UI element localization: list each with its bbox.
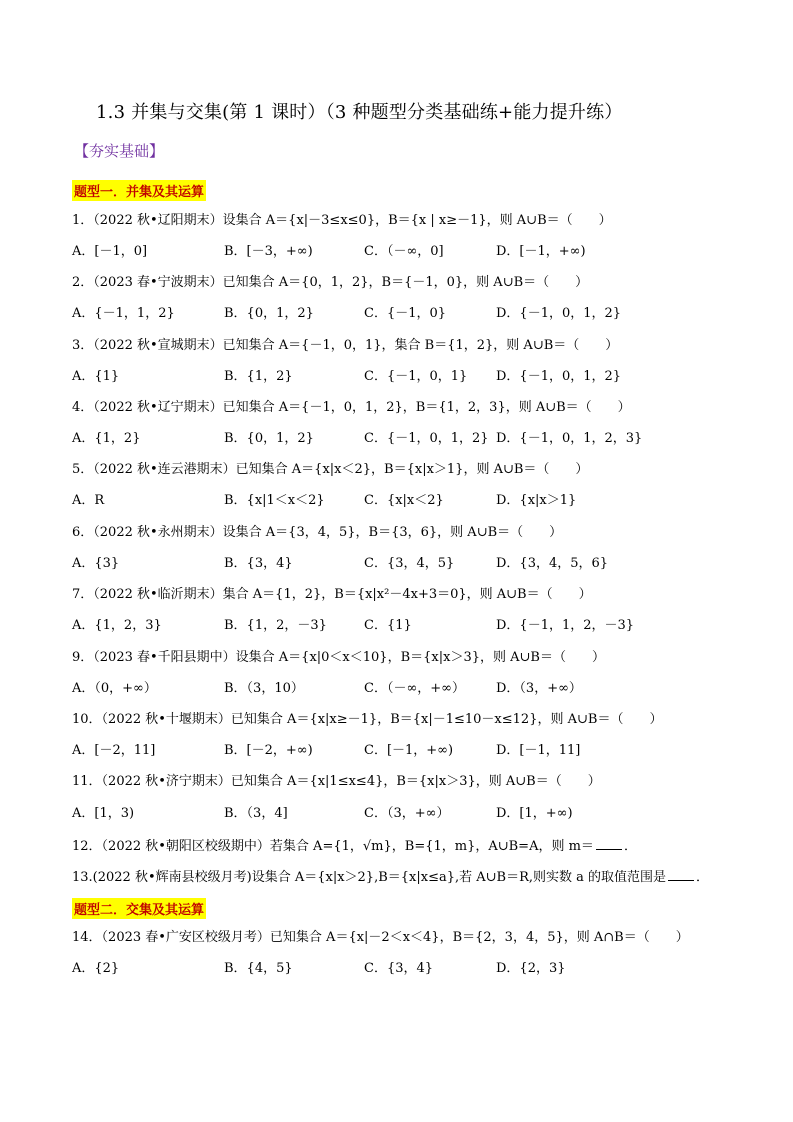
option-c: C．（3，+∞） bbox=[364, 806, 450, 821]
question-11: 11．（2022 秋•济宁期末）已知集合 A＝{x|1≤x≤4}，B＝{x|x＞3}，则 A∪B＝（ ） bbox=[72, 774, 601, 789]
option-d: D．{－1，1，2，－3} bbox=[496, 618, 635, 633]
option-b: B．{0，1，2} bbox=[224, 306, 314, 321]
option-d: D．[－1，+∞) bbox=[496, 244, 586, 259]
question-2: 2．（2023 春•宁波期末）已知集合 A＝{0，1，2}，B＝{－1，0}，则 A∪B＝（ ） bbox=[72, 275, 589, 290]
option-a: A．R bbox=[72, 493, 105, 508]
type-heading-1: 题型一．并集及其运算 bbox=[72, 180, 206, 201]
option-a: A．{3} bbox=[72, 556, 120, 571]
option-c: C．{x|x＜2} bbox=[364, 493, 444, 508]
option-d: D．{－1，0，1，2} bbox=[496, 369, 622, 384]
question-13-text: 13.(2022 秋•辉南县校级月考)设集合 A＝{x|x＞2},B＝{x|x≤a},若 A∪B＝R,则实数 a 的取值范围是 bbox=[72, 870, 667, 885]
section-heading: 【夯实基础】 bbox=[74, 142, 165, 160]
option-d: D．[－1，11] bbox=[496, 743, 581, 758]
answer-blank bbox=[596, 837, 622, 850]
option-c: C．{－1，0} bbox=[364, 306, 447, 321]
option-d: D．{2，3} bbox=[496, 961, 566, 976]
option-b: B．{0，1，2} bbox=[224, 431, 314, 446]
option-a: A．[－1，0] bbox=[72, 244, 148, 259]
question-3: 3．（2022 秋•宣城期末）已知集合 A＝{－1，0，1}，集合 B＝{1，2}，则 A∪B＝（ ） bbox=[72, 338, 619, 353]
option-b: B．[－2，+∞) bbox=[224, 743, 313, 758]
option-b: B．{3，4} bbox=[224, 556, 293, 571]
question-10: 10．（2022 秋•十堰期末）已知集合 A＝{x|x≥－1}，B＝{x|－1≤10－x≤12}，则 A∪B＝（ ） bbox=[72, 712, 663, 727]
option-a: A．[1，3) bbox=[72, 806, 135, 821]
option-b: B．[－3，+∞) bbox=[224, 244, 313, 259]
option-d: D．{－1，0，1，2} bbox=[496, 306, 622, 321]
option-d: D．[1，+∞) bbox=[496, 806, 573, 821]
option-a: A．{1，2，3} bbox=[72, 618, 162, 633]
option-a: A．{1} bbox=[72, 369, 120, 384]
option-a: A．{2} bbox=[72, 961, 120, 976]
option-d: D．{3，4，5，6} bbox=[496, 556, 609, 571]
option-c: C．{3，4，5} bbox=[364, 556, 455, 571]
option-a: A．[－2，11] bbox=[72, 743, 156, 758]
question-13-end: ． bbox=[696, 870, 710, 885]
option-c: C．（－∞，+∞） bbox=[364, 681, 465, 696]
question-12 bbox=[72, 837, 637, 855]
option-c: C．{3，4} bbox=[364, 961, 434, 976]
option-d: D．{x|x＞1} bbox=[496, 493, 577, 508]
question-9: 9．（2023 春•千阳县期中）设集合 A＝{x|0＜x＜10}，B＝{x|x＞3}，则 A∪B＝（ ） bbox=[72, 650, 605, 665]
option-b: B．{1，2，－3} bbox=[224, 618, 327, 633]
question-14: 14．（2023 春•广安区校级月考）已知集合 A＝{x|－2＜x＜4}，B＝{2，3，4，5}，则 A∩B＝（ ） bbox=[72, 930, 689, 945]
option-c: C．{－1，0，1，2} bbox=[364, 431, 489, 446]
option-b: B．（3，4] bbox=[224, 806, 288, 821]
question-4: 4．（2022 秋•辽宁期末）已知集合 A＝{－1，0，1，2}，B＝{1，2，3}，则 A∪B＝（ ） bbox=[72, 400, 631, 415]
question-12-end: ． bbox=[623, 839, 637, 854]
option-a: A．{－1，1，2} bbox=[72, 306, 175, 321]
option-b: B．{4，5} bbox=[224, 961, 293, 976]
question-6: 6．（2022 秋•永州期末）设集合 A＝{3，4，5}，B＝{3，6}，则 A∪B＝（ ） bbox=[72, 525, 563, 540]
option-a: A．（0，+∞） bbox=[72, 681, 157, 696]
question-13 bbox=[72, 868, 709, 886]
answer-blank bbox=[668, 868, 694, 881]
option-a: A．{1，2} bbox=[72, 431, 141, 446]
option-b: B．{1，2} bbox=[224, 369, 293, 384]
option-c: C．[－1，+∞) bbox=[364, 743, 454, 758]
question-1: 1．（2022 秋•辽阳期末）设集合 A＝{x|－3≤x≤0}，B＝{x | x≥－1}，则 A∪B＝（ ） bbox=[72, 213, 612, 228]
option-c: C．{－1，0，1} bbox=[364, 369, 468, 384]
type-heading-2: 题型二．交集及其运算 bbox=[72, 898, 206, 919]
page-title: 1.3 并集与交集(第 1 课时）（3 种题型分类基础练+能力提升练） bbox=[96, 102, 623, 123]
question-5: 5．（2022 秋•连云港期末）已知集合 A＝{x|x＜2}，B＝{x|x＞1}，则 A∪B＝（ ） bbox=[72, 462, 589, 477]
question-7: 7．（2022 秋•临沂期末）集合 A＝{1，2}，B＝{x|x²－4x+3＝0}，则 A∪B＝（ ） bbox=[72, 587, 592, 602]
option-c: C．{1} bbox=[364, 618, 412, 633]
question-12-text: 12．（2022 秋•朝阳区校级期中）若集合 A={1，√m}，B={1，m}，A∪B=A，则 m＝ bbox=[72, 839, 594, 854]
option-d: D．（3，+∞） bbox=[496, 681, 582, 696]
option-d: D．{－1，0，1，2，3} bbox=[496, 431, 643, 446]
option-b: B．{x|1＜x＜2} bbox=[224, 493, 325, 508]
option-c: C．（－∞，0] bbox=[364, 244, 444, 259]
option-b: B．（3，10） bbox=[224, 681, 304, 696]
